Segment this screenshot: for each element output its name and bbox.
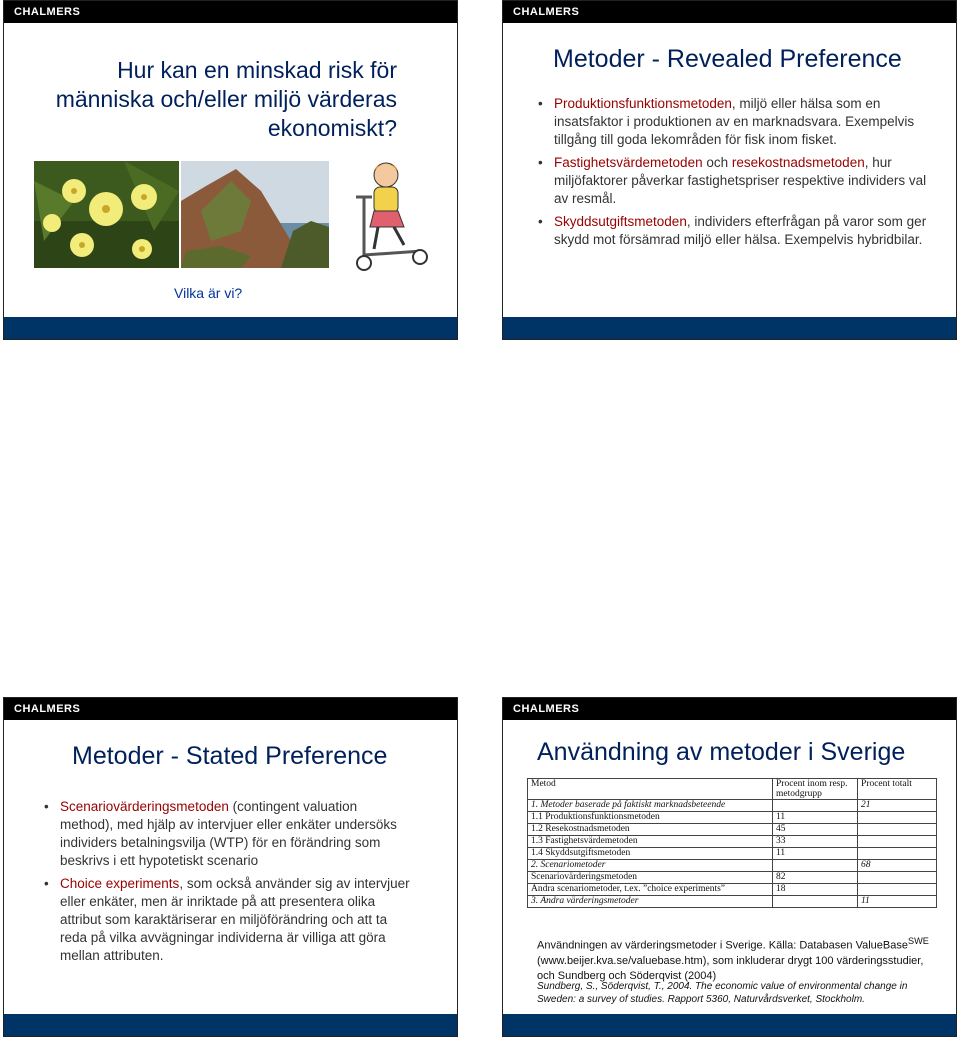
table-cell-inom: 45	[773, 824, 858, 836]
slide-title: Metoder - Stated Preference	[72, 742, 388, 770]
table-row	[528, 800, 937, 812]
table-cell-metod: 1.3 Fastighetsvärdemetoden	[528, 836, 773, 848]
bullet-item: • Skyddsutgiftsmetoden, individers efterfrågan på varor som ger skydd mot försämrad miljö eller hälsa. Exempelvis hybridbilar.	[536, 213, 941, 249]
table-row	[528, 884, 937, 896]
table-cell-totalt	[858, 872, 937, 884]
table-cell-totalt	[858, 824, 937, 836]
table-cell-metod: 1.2 Resekostnadsmetoden	[528, 824, 773, 836]
cliff-photo	[181, 161, 329, 268]
column-header: Procent inom resp. metodgrupp	[773, 779, 858, 800]
table-row	[528, 860, 937, 872]
slide-title: Användning av metoder i Sverige	[537, 738, 906, 766]
table-cell-metod: 1.1 Produktionsfunktionsmetoden	[528, 812, 773, 824]
table-cell-totalt	[858, 836, 937, 848]
table-cell-inom: 33	[773, 836, 858, 848]
bullet-item: • Produktionsfunktionsmetoden, miljö eller hälsa som en insatsfaktor i produktionen av en marknadsvara. Exempelvis tillgång till goda lekområden för fisk inom fisket.	[536, 95, 941, 149]
methods-table	[527, 778, 937, 908]
table-cell-totalt: 21	[858, 800, 937, 812]
slide-stated-preference	[3, 697, 458, 1037]
table-cell-inom	[773, 896, 858, 908]
table-cell-totalt: 11	[858, 896, 937, 908]
bullet-list	[42, 798, 412, 970]
slide-subtitle: Vilka är vi?	[174, 285, 243, 301]
table-row	[528, 848, 937, 860]
header-bar	[503, 1, 956, 23]
table-cell-metod: 1. Metoder baserade på faktiskt marknadsbeteende	[528, 800, 773, 812]
table-cell-metod: 1.4 Skyddsutgiftsmetoden	[528, 848, 773, 860]
chalmers-logo: CHALMERS	[513, 703, 580, 715]
bullet-list	[536, 95, 941, 254]
table-row	[528, 824, 937, 836]
table-caption: Användningen av värderingsmetoder i Sverige. Källa: Databasen ValueBase$^{SWE}$ (www.beijer.kva.se/valuebase.htm), som inkluderar drygt 100 värderingsstudier, och Sundberg och Söderqvist (2004)	[537, 936, 929, 982]
table-cell-metod: Andra scenariometoder, t.ex. ”choice experiments”	[528, 884, 773, 896]
footer-bar	[4, 1014, 457, 1036]
boy-on-scooter-illustration	[344, 157, 434, 272]
bullet-item: • Fastighetsvärdemetoden och resekostnadsmetoden, hur miljöfaktorer påverkar fastighetspriser respektive individers val av resmål.	[536, 154, 941, 208]
header-bar	[4, 698, 457, 720]
table-cell-inom: 18	[773, 884, 858, 896]
footer-bar	[503, 1014, 956, 1036]
bullet-item: • Scenariovärderingsmetoden (contingent valuation method), med hjälp av intervjuer eller enkäter undersöks individers betalningsvilja (WTP) för en förändring som beskrivs i ett hypotetiskt scenario	[42, 798, 412, 870]
bullet-item: • Choice experiments, som också använder sig av intervjuer eller enkäter, men är inriktade på att presentera olika attribut som karaktäriserar en miljöförändring och att ta reda på vilka avvägningar individerna är villiga att göra mellan attributen.	[42, 875, 412, 965]
footer-bar	[503, 317, 956, 339]
slide-usage-sweden	[502, 697, 957, 1037]
table-row	[528, 872, 937, 884]
table-cell-inom: 11	[773, 812, 858, 824]
header-bar	[503, 698, 956, 720]
header-bar	[4, 1, 457, 23]
table-cell-inom: 82	[773, 872, 858, 884]
slide-title: Metoder - Revealed Preference	[553, 45, 902, 73]
table-cell-inom	[773, 800, 858, 812]
table-cell-totalt	[858, 848, 937, 860]
table-cell-metod: Scenariovärderingsmetoden	[528, 872, 773, 884]
table-row	[528, 836, 937, 848]
slide-revealed-preference	[502, 0, 957, 340]
column-header: Procent totalt	[858, 779, 937, 800]
table-cell-totalt: 68	[858, 860, 937, 872]
table-cell-inom	[773, 860, 858, 872]
chalmers-logo: CHALMERS	[14, 6, 81, 18]
table-header-row	[528, 779, 937, 800]
chalmers-logo: CHALMERS	[14, 703, 81, 715]
column-header: Metod	[528, 779, 773, 800]
table-cell-inom: 11	[773, 848, 858, 860]
footer-bar	[4, 317, 457, 339]
table-row	[528, 896, 937, 908]
slide-intro	[3, 0, 458, 340]
table-cell-totalt	[858, 812, 937, 824]
table-cell-metod: 3. Andra värderingsmetoder	[528, 896, 773, 908]
table-row	[528, 812, 937, 824]
table-cell-totalt	[858, 884, 937, 896]
slide-title: Hur kan en minskad risk för människa och/eller miljö värderas ekonomiskt?	[55, 57, 397, 141]
table-cell-metod: 2. Scenariometoder	[528, 860, 773, 872]
reference-citation: Sundberg, S., Söderqvist, T., 2004. The economic value of environmental change in Sweden: a survey of studies. Rapport 5360, Naturvårdsverket, Stockholm.	[537, 981, 908, 1005]
flower-photo	[34, 161, 179, 268]
chalmers-logo: CHALMERS	[513, 6, 580, 18]
